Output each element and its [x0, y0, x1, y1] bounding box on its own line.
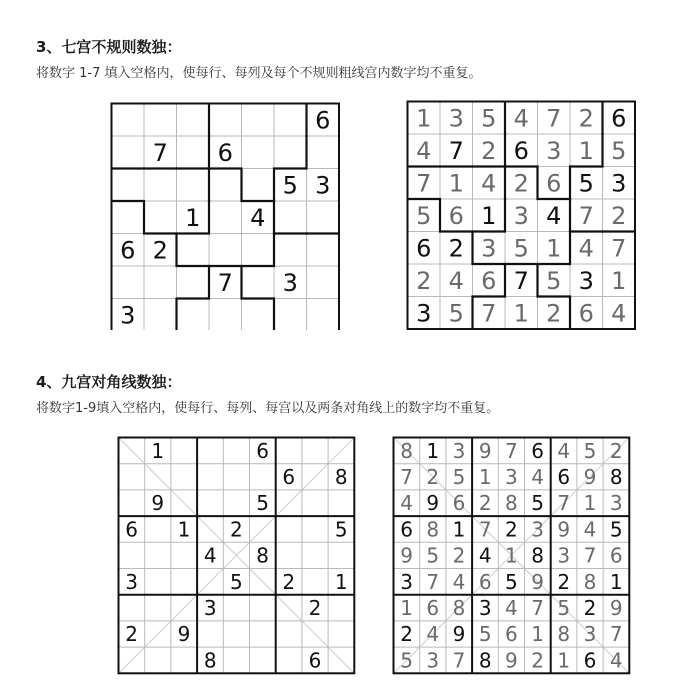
given-digit: 1 [334, 569, 348, 594]
solution-digit: 7 [426, 569, 440, 594]
given-digit: 2 [448, 234, 464, 263]
solution-digit: 4 [505, 596, 518, 620]
solution-digit: 7 [611, 234, 627, 263]
solution-digit: 6 [481, 266, 497, 295]
given-digit: 7 [217, 268, 233, 297]
given-digit: 8 [531, 543, 544, 568]
solution-digit: 4 [513, 104, 529, 133]
given-digit: 5 [256, 491, 269, 516]
given-digit: 5 [578, 169, 594, 198]
solution-digit: 3 [481, 234, 497, 263]
solution-digit: 2 [416, 266, 432, 295]
solution-digit: 5 [400, 648, 413, 673]
given-digit: 1 [177, 517, 191, 542]
solution-digit: 7 [578, 201, 594, 230]
solution-digit: 2 [513, 169, 529, 198]
solution-digit: 1 [531, 622, 544, 647]
solution-digit: 7 [452, 648, 466, 673]
solution-digit: 5 [481, 104, 497, 133]
given-digit: 9 [151, 491, 165, 516]
solution-digit: 7 [531, 596, 544, 620]
given-digit: 8 [203, 648, 217, 673]
solution-digit: 9 [505, 648, 518, 673]
irregular-sudoku-solution [406, 100, 636, 330]
given-digit: 6 [315, 106, 331, 135]
solution-digit: 4 [452, 569, 466, 594]
given-digit: 9 [177, 622, 191, 647]
solution-digit: 1 [400, 596, 413, 620]
solution-digit: 4 [611, 299, 627, 328]
solution-digit: 4 [583, 517, 597, 542]
solution-digit: 5 [416, 201, 432, 230]
given-digit: 2 [400, 622, 413, 647]
given-digit: 6 [531, 438, 544, 463]
solution-digit: 2 [531, 648, 544, 673]
solution-digit: 1 [478, 465, 492, 489]
solution-digit: 3 [426, 648, 440, 673]
given-digit: 5 [531, 491, 544, 516]
solution-digit: 3 [557, 543, 571, 568]
solution-digit: 3 [546, 136, 562, 165]
given-digit: 6 [282, 465, 296, 489]
solution-digit: 5 [452, 465, 466, 489]
given-digit: 3 [315, 171, 331, 200]
solution-digit: 6 [609, 543, 623, 568]
solution-digit: 7 [481, 299, 497, 328]
solution-digit: 4 [416, 136, 432, 165]
solution-digit: 6 [546, 169, 562, 198]
given-digit: 1 [452, 517, 466, 542]
solution-digit: 6 [505, 622, 518, 647]
solution-digit: 1 [557, 648, 571, 673]
given-digit: 8 [256, 543, 269, 568]
solution-digit: 3 [609, 491, 623, 516]
given-digit: 1 [426, 438, 440, 463]
solution-digit: 1 [505, 543, 518, 568]
solution-digit: 9 [531, 569, 544, 594]
solution-digit: 3 [531, 517, 544, 542]
diagonal-sudoku-solution [392, 436, 632, 676]
solution-digit: 7 [609, 622, 623, 647]
given-digit: 2 [282, 569, 296, 594]
solution-digit: 3 [513, 201, 529, 230]
solution-digit: 1 [611, 266, 627, 295]
solution-digit: 4 [578, 234, 594, 263]
solution-digit: 4 [400, 491, 413, 516]
solution-digit: 7 [557, 491, 571, 516]
solution-digit: 5 [557, 596, 571, 620]
given-digit: 9 [426, 491, 440, 516]
solution-digit: 6 [448, 201, 464, 230]
given-digit: 1 [151, 438, 165, 463]
given-digit: 3 [416, 299, 432, 328]
solution-digit: 3 [452, 438, 466, 463]
solution-digit: 3 [448, 104, 464, 133]
given-digit: 1 [609, 569, 623, 594]
solution-digit: 8 [400, 438, 413, 463]
solution-digit: 7 [416, 169, 432, 198]
given-digit: 4 [250, 203, 266, 232]
solution-digit: 1 [546, 234, 562, 263]
solution-digit: 4 [448, 266, 464, 295]
given-digit: 6 [557, 465, 571, 489]
given-digit: 3 [611, 169, 627, 198]
given-digit: 8 [334, 465, 348, 489]
solution-digit: 7 [400, 465, 413, 489]
given-digit: 5 [609, 517, 623, 542]
given-digit: 2 [505, 517, 518, 542]
solution-digit: 5 [583, 438, 597, 463]
solution-digit: 5 [448, 299, 464, 328]
solution-digit: 2 [546, 299, 562, 328]
solution-digit: 5 [478, 622, 492, 647]
given-digit: 2 [557, 569, 571, 594]
given-digit: 2 [152, 236, 168, 265]
given-digit: 6 [217, 138, 233, 167]
solution-digit: 6 [578, 299, 594, 328]
given-digit: 4 [203, 543, 217, 568]
solution-digit: 1 [416, 104, 432, 133]
solution-digit: 7 [478, 517, 492, 542]
solution-digit: 8 [583, 569, 597, 594]
solution-digit: 7 [583, 543, 597, 568]
given-digit: 5 [505, 569, 518, 594]
given-digit: 2 [230, 517, 243, 542]
solution-digit: 1 [513, 299, 529, 328]
given-digit: 6 [611, 104, 627, 133]
given-digit: 9 [452, 622, 466, 647]
solution-digit: 6 [426, 596, 440, 620]
solution-digit: 2 [478, 491, 492, 516]
solution-digit: 6 [452, 491, 466, 516]
given-digit: 5 [334, 517, 348, 542]
solution-digit: 4 [609, 648, 623, 673]
solution-digit: 9 [609, 596, 623, 620]
irregular-sudoku-puzzle [110, 102, 340, 330]
given-digit: 6 [400, 517, 413, 542]
given-digit: 6 [308, 648, 322, 673]
given-digit: 3 [120, 301, 136, 330]
given-digit: 7 [448, 136, 464, 165]
solution-digit: 5 [611, 136, 627, 165]
solution-digit: 4 [557, 438, 571, 463]
given-digit: 3 [400, 569, 413, 594]
given-digit: 6 [513, 136, 529, 165]
solution-digit: 7 [546, 104, 562, 133]
given-digit: 1 [185, 203, 201, 232]
section-4-description: 将数字1-9填入空格内，使每行、每列、每宫以及两条对角线上的数字均不重复。 [36, 401, 500, 416]
given-digit: 5 [282, 171, 298, 200]
given-digit: 6 [125, 517, 138, 542]
solution-digit: 5 [546, 266, 562, 295]
solution-digit: 2 [426, 465, 440, 489]
diagonal-sudoku-puzzle [117, 436, 357, 676]
solution-digit: 2 [481, 136, 497, 165]
given-digit: 5 [230, 569, 243, 594]
solution-digit: 9 [400, 543, 413, 568]
given-digit: 6 [256, 438, 269, 463]
solution-digit: 5 [426, 543, 440, 568]
solution-digit: 2 [609, 438, 623, 463]
solution-digit: 6 [478, 569, 492, 594]
solution-digit: 8 [452, 596, 466, 620]
solution-digit: 8 [426, 517, 440, 542]
given-digit: 6 [416, 234, 432, 263]
section-3-description: 将数字 1-7 填入空格内，使每行、每列及每个不规则粗线宫内数字均不重复。 [36, 66, 482, 81]
given-digit: 7 [152, 138, 168, 167]
given-digit: 3 [578, 266, 594, 295]
solution-digit: 3 [505, 465, 518, 489]
given-digit: 8 [478, 648, 492, 673]
given-digit: 2 [308, 596, 322, 620]
solution-digit: 3 [583, 622, 597, 647]
solution-digit: 9 [478, 438, 492, 463]
given-digit: 3 [478, 596, 492, 620]
solution-digit: 8 [505, 491, 518, 516]
given-digit: 4 [546, 201, 562, 230]
section-4-title: 4、九宫对角线数独： [36, 373, 182, 391]
section-3-title: 3、七宫不规则数独： [36, 38, 182, 56]
given-digit: 8 [609, 465, 623, 489]
given-digit: 4 [478, 543, 492, 568]
solution-digit: 4 [531, 465, 544, 489]
given-digit: 1 [481, 201, 497, 230]
solution-digit: 9 [557, 517, 571, 542]
solution-digit: 1 [448, 169, 464, 198]
given-digit: 6 [120, 236, 136, 265]
solution-digit: 4 [426, 622, 440, 647]
solution-digit: 7 [505, 438, 518, 463]
solution-digit: 1 [578, 136, 594, 165]
solution-digit: 4 [481, 169, 497, 198]
given-digit: 3 [203, 596, 217, 620]
solution-digit: 8 [557, 622, 571, 647]
solution-digit: 9 [583, 465, 597, 489]
solution-digit: 2 [452, 543, 466, 568]
solution-digit: 1 [583, 491, 597, 516]
given-digit: 6 [583, 648, 597, 673]
given-digit: 3 [125, 569, 138, 594]
solution-digit: 2 [611, 201, 627, 230]
given-digit: 7 [513, 266, 529, 295]
given-digit: 3 [282, 268, 298, 297]
given-digit: 2 [583, 596, 597, 620]
solution-digit: 5 [513, 234, 529, 263]
given-digit: 2 [125, 622, 138, 647]
solution-digit: 2 [578, 104, 594, 133]
